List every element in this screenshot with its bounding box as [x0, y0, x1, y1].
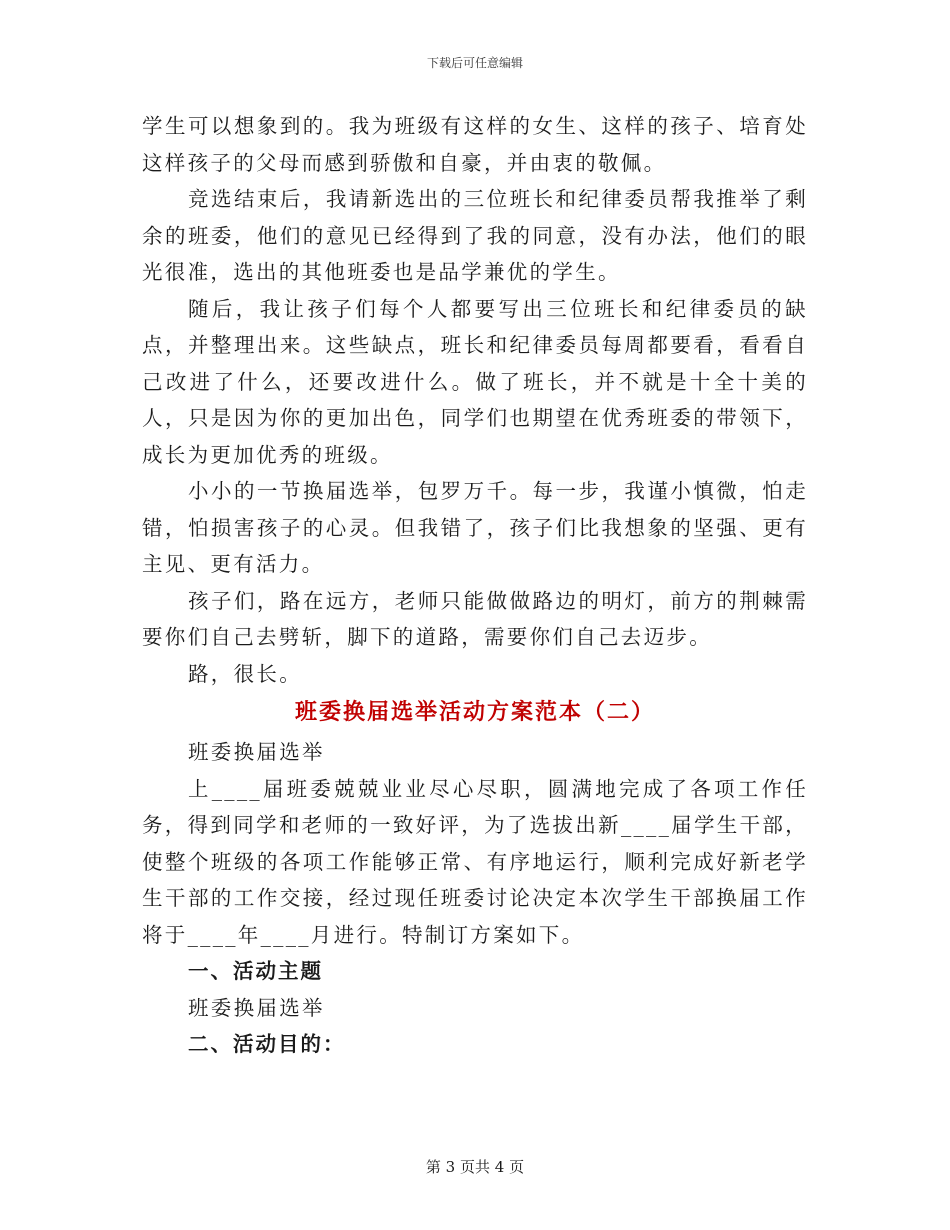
paragraph-reflection: 小小的一节换届选举，包罗万千。每一步，我谨小慎微，怕走错，怕损害孩子的心灵。但我错了，孩子们比我想象的坚强、更有主见、更有活力。 [142, 479, 808, 576]
paragraph-election-end: 竞选结束后，我请新选出的三位班长和纪律委员帮我推举了剩余的班委，他们的意见已经得到了我的同意，没有办法，他们的眼光很准，选出的其他班委也是品学兼优的学生。 [142, 187, 808, 284]
paragraph-road-ahead: 孩子们，路在远方，老师只能做做路边的明灯，前方的荆棘需要你们自己去劈斩，脚下的道路，需要你们自己去迈步。 [142, 588, 808, 649]
heading-activity-purpose: 二、活动目的： [188, 1032, 346, 1056]
paragraph-road-long: 路，很长。 [188, 661, 302, 686]
paragraph-intro: 上____届班委兢兢业业尽心尽职，圆满地完成了各项工作任务，得到同学和老师的一致好评，为了选拔出新____届学生干部，使整个班级的各项工作能够正常、有序地运行，顺利完成好新老学生干部的工作交接，经过现任班委讨论决定本次学生干部换届工作将于____年____月进行。特制订方案如下。 [142, 776, 808, 947]
section-title: 班委换届选举活动方案范本（二） [294, 699, 655, 725]
paragraph-theme: 班委换届选举 [188, 995, 325, 1020]
paragraph-shortcomings: 随后，我让孩子们每个人都要写出三位班长和纪律委员的缺点，并整理出来。这些缺点，班长和纪律委员每周都要看，看看自己改进了什么，还要改进什么。做了班长，并不就是十全十美的人，只是因为你的更加出色，同学们也期望在优秀班委的带领下，成长为更加优秀的班级。 [142, 296, 808, 467]
heading-activity-theme: 一、活动主题 [188, 959, 323, 983]
page-header: 下载后可任意编辑 [426, 56, 523, 70]
document-body [142, 108, 808, 1063]
section-subtitle: 班委换届选举 [188, 740, 325, 764]
paragraph-continuation: 学生可以想象到的。我为班级有这样的女生、这样的孩子、培育处这样孩子的父母而感到骄傲和自豪，并由衷的敬佩。 [142, 114, 808, 175]
page-footer: 第 3 页共 4 页 [425, 1158, 525, 1176]
